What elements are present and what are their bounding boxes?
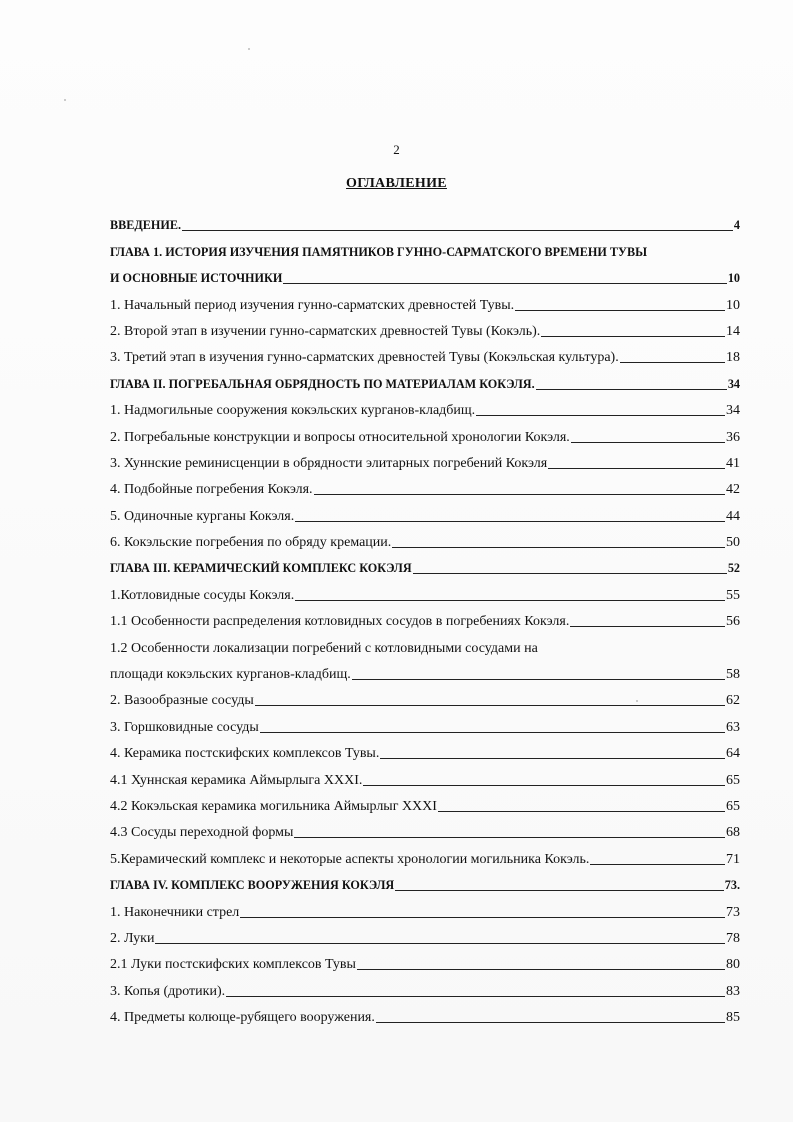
toc-entry-text: ВВЕДЕНИЕ. xyxy=(110,218,182,233)
toc-page-number: 58 xyxy=(726,667,740,683)
toc-page-number: 73 xyxy=(726,904,740,920)
table-of-contents xyxy=(110,208,740,1026)
toc-section-entry xyxy=(110,340,740,366)
toc-entry-text: 5.Керамический комплекс и некоторые аспекты хронологии могильника Кокэль. xyxy=(110,851,590,867)
toc-leader-line xyxy=(413,573,727,574)
toc-section-entry xyxy=(110,498,740,524)
toc-entry-text: 1.2 Особенности локализации погребений с котловидными сосудами на xyxy=(110,640,538,656)
toc-entry-text: 5. Одиночные курганы Кокэля. xyxy=(110,508,295,524)
toc-title: ОГЛАВЛЕНИЕ xyxy=(346,176,447,191)
toc-section-entry xyxy=(110,525,740,551)
toc-leader-line xyxy=(438,811,725,812)
scan-speck xyxy=(64,99,66,101)
toc-chapter-entry xyxy=(110,208,740,234)
toc-section-entry xyxy=(110,815,740,841)
toc-section-entry xyxy=(110,287,740,313)
toc-page-number: 42 xyxy=(726,482,740,498)
toc-section-entry xyxy=(110,762,740,788)
toc-page-number: 34 xyxy=(727,376,740,391)
toc-section-entry xyxy=(110,1000,740,1026)
toc-entry-text: 4.2 Кокэльская керамика могильника Аймырлыг XXXI xyxy=(110,798,437,814)
toc-entry-text: И ОСНОВНЫЕ ИСТОЧНИКИ xyxy=(110,271,283,286)
toc-entry-text: 3. Третий этап в изучения гунно-сарматских древностей Тувы (Кокэльская культура). xyxy=(110,350,619,366)
toc-section-entry xyxy=(110,657,740,683)
toc-leader-line xyxy=(255,705,725,706)
toc-leader-line xyxy=(548,468,725,469)
toc-leader-line xyxy=(314,494,725,495)
toc-entry-text: площади кокэльских курганов-кладбищ. xyxy=(110,667,351,683)
toc-entry-text: 4.1 Хуннская керамика Аймырлыга XXXI. xyxy=(110,772,363,788)
toc-entry-text: 4.3 Сосуды переходной формы xyxy=(110,825,294,841)
toc-page-number: 65 xyxy=(726,772,740,788)
toc-leader-line xyxy=(240,917,725,918)
toc-leader-line xyxy=(392,547,725,548)
toc-page-number: 65 xyxy=(726,798,740,814)
toc-chapter-entry xyxy=(110,234,740,260)
toc-entry-text: 2. Луки xyxy=(110,930,155,946)
toc-page-number: 44 xyxy=(726,508,740,524)
toc-entry-text: ГЛАВА II. ПОГРЕБАЛЬНАЯ ОБРЯДНОСТЬ ПО МАТЕРИАЛАМ КОКЭЛЯ. xyxy=(110,376,535,391)
toc-section-entry xyxy=(110,789,740,815)
toc-entry-text: 1. Начальный период изучения гунно-сарматских древностей Тувы. xyxy=(110,297,515,313)
toc-page-number: 80 xyxy=(726,957,740,973)
toc-entry-text: 1.Котловидные сосуды Кокэля. xyxy=(110,587,295,603)
toc-leader-line xyxy=(363,785,725,786)
toc-section-entry xyxy=(110,683,740,709)
toc-entry-text: 3. Хуннские реминисценции в обрядности элитарных погребений Кокэля xyxy=(110,455,548,471)
toc-leader-line xyxy=(295,600,725,601)
toc-leader-line xyxy=(476,415,725,416)
toc-entry-text: 2.1 Луки постскифских комплексов Тувы xyxy=(110,957,356,973)
toc-entry-text: 1.1 Особенности распределения котловидных сосудов в погребениях Кокэля. xyxy=(110,614,570,630)
toc-leader-line xyxy=(380,758,725,759)
toc-page-number: 62 xyxy=(726,693,740,709)
toc-chapter-entry xyxy=(110,366,740,392)
toc-entry-text: ГЛАВА 1. ИСТОРИЯ ИЗУЧЕНИЯ ПАМЯТНИКОВ ГУННО-САРМАТСКОГО ВРЕМЕНИ ТУВЫ xyxy=(110,244,648,259)
toc-leader-line xyxy=(395,890,724,891)
toc-section-entry xyxy=(110,472,740,498)
toc-section-entry xyxy=(110,921,740,947)
toc-leader-line xyxy=(536,389,727,390)
toc-entry-text: 2. Второй этап в изучении гунно-сарматских древностей Тувы (Кокэль). xyxy=(110,323,541,339)
toc-section-entry xyxy=(110,314,740,340)
toc-entry-text: 1. Наконечники стрел xyxy=(110,904,240,920)
toc-entry-text: 3. Горшковидные сосуды xyxy=(110,719,259,735)
toc-section-entry xyxy=(110,419,740,445)
toc-page-number: 10 xyxy=(726,297,740,313)
toc-section-entry xyxy=(110,604,740,630)
toc-entry-text: ГЛАВА III. КЕРАМИЧЕСКИЙ КОМПЛЕКС КОКЭЛЯ xyxy=(110,561,412,576)
toc-leader-line xyxy=(155,943,725,944)
toc-section-entry xyxy=(110,446,740,472)
toc-leader-line xyxy=(357,969,725,970)
toc-leader-line xyxy=(226,996,725,997)
toc-page-number: 18 xyxy=(726,350,740,366)
toc-entry-text: 4. Керамика постскифских комплексов Тувы. xyxy=(110,746,380,762)
toc-leader-line xyxy=(260,732,725,733)
toc-leader-line xyxy=(541,336,725,337)
toc-page-number: 85 xyxy=(726,1010,740,1026)
page-number: 2 xyxy=(393,142,400,157)
toc-leader-line xyxy=(283,283,726,284)
toc-page-number: 52 xyxy=(727,561,740,576)
toc-entry-text: 2. Вазообразные сосуды xyxy=(110,693,254,709)
toc-leader-line xyxy=(182,230,733,231)
toc-section-entry xyxy=(110,894,740,920)
toc-page-number: 34 xyxy=(726,403,740,419)
toc-page-number: 78 xyxy=(726,930,740,946)
toc-section-entry xyxy=(110,947,740,973)
scan-speck xyxy=(636,700,638,702)
toc-page-number: 36 xyxy=(726,429,740,445)
toc-leader-line xyxy=(294,837,725,838)
toc-section-entry xyxy=(110,973,740,999)
toc-page-number: 68 xyxy=(726,825,740,841)
toc-section-entry xyxy=(110,736,740,762)
toc-page-number: 41 xyxy=(726,455,740,471)
toc-leader-line xyxy=(515,310,725,311)
toc-leader-line xyxy=(571,442,725,443)
toc-chapter-entry xyxy=(110,868,740,894)
toc-page-number: 56 xyxy=(726,614,740,630)
toc-leader-line xyxy=(590,864,725,865)
toc-section-entry xyxy=(110,630,740,656)
toc-section-entry xyxy=(110,841,740,867)
toc-leader-line xyxy=(620,362,725,363)
toc-entry-text: 4. Предметы колюще-рубящего вооружения. xyxy=(110,1010,375,1026)
toc-leader-line xyxy=(295,521,725,522)
toc-entry-text: 6. Кокэльские погребения по обряду кремации. xyxy=(110,535,392,551)
toc-page-number: 10 xyxy=(727,271,740,286)
scan-speck xyxy=(248,48,250,50)
toc-page-number: 63 xyxy=(726,719,740,735)
toc-page-number: 83 xyxy=(726,983,740,999)
toc-page-number: 4 xyxy=(733,218,740,233)
toc-entry-text: 1. Надмогильные сооружения кокэльских курганов-кладбищ. xyxy=(110,403,476,419)
toc-section-entry xyxy=(110,709,740,735)
toc-entry-text: ГЛАВА IV. КОМПЛЕКС ВООРУЖЕНИЯ КОКЭЛЯ xyxy=(110,878,395,893)
toc-entry-text: 4. Подбойные погребения Кокэля. xyxy=(110,482,313,498)
toc-page-number: 71 xyxy=(726,851,740,867)
toc-page-number: 64 xyxy=(726,746,740,762)
toc-page-number: 73. xyxy=(724,878,740,893)
toc-leader-line xyxy=(570,626,725,627)
toc-entry-text: 3. Копья (дротики). xyxy=(110,983,226,999)
toc-leader-line xyxy=(376,1022,725,1023)
toc-section-entry xyxy=(110,393,740,419)
toc-section-entry xyxy=(110,577,740,603)
toc-page-number: 55 xyxy=(726,587,740,603)
toc-page-number: 14 xyxy=(726,323,740,339)
toc-chapter-entry xyxy=(110,551,740,577)
toc-chapter-entry xyxy=(110,261,740,287)
toc-entry-text: 2. Погребальные конструкции и вопросы относительной хронологии Кокэля. xyxy=(110,429,570,445)
toc-page-number: 50 xyxy=(726,535,740,551)
toc-leader-line xyxy=(352,679,725,680)
